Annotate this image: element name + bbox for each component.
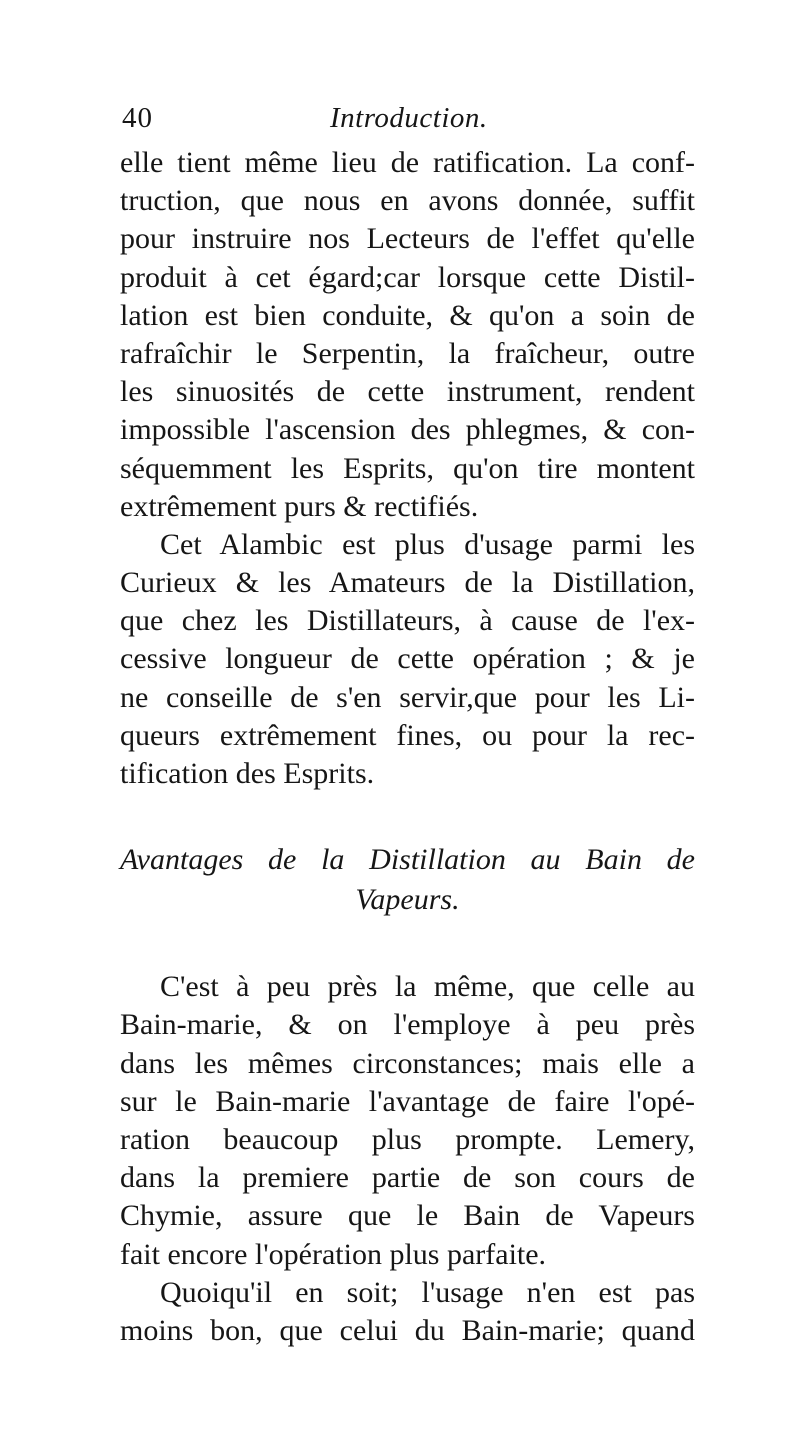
text-line: lation est bien conduite, & qu'on a soin de: [120, 298, 695, 332]
text-line: moins bon, que celui du Bain-marie; quand: [120, 1313, 695, 1347]
paragraph-vapeurs: [120, 968, 695, 1274]
text-line: Chymie, assure que le Bain de Vapeurs: [120, 1199, 695, 1233]
section-heading-line: Vapeurs.: [355, 883, 460, 917]
paragraph-continuation: [120, 144, 695, 526]
text-line: ne conseille de s'en servir,que pour les Li-: [120, 680, 695, 714]
text-line: queurs extrêmement fines, ou pour la rec-: [120, 718, 695, 752]
text-line: tification des Esprits.: [120, 757, 375, 790]
text-line: pour instruire nos Lecteurs de l'effet qu'elle: [120, 222, 695, 256]
text-line: les sinuosités de cette instrument, rendent: [120, 375, 695, 409]
paragraph-quoiqu: [120, 1274, 695, 1350]
text-line: impossible l'ascension des phlegmes, & con-: [120, 413, 695, 447]
text-line: elle tient même lieu de ratification. La conf-: [120, 146, 695, 179]
running-head: [120, 98, 695, 144]
text-line: dans les mêmes circonstances; mais elle a: [120, 1046, 695, 1080]
text-line: cessive longueur de cette opération ; & je: [120, 642, 695, 676]
text-line: produit à cet égard;car lorsque cette Distil-: [120, 260, 695, 294]
text-line: fait encore l'opération plus parfaite.: [120, 1237, 547, 1271]
page-number: 40: [122, 102, 153, 134]
text-line: Quoiqu'il en soit; l'usage n'en est pas: [160, 1275, 695, 1309]
section-heading-line: Avantages de la Distillation au Bain de: [120, 843, 695, 877]
text-line: que chez les Distillateurs, à cause de l'ex-: [120, 604, 695, 638]
text-line: dans la premiere partie de son cours de: [120, 1161, 695, 1195]
section-heading: [120, 840, 695, 920]
book-page: [120, 98, 695, 1350]
text-line: séquemment les Esprits, qu'on tire montent: [120, 451, 695, 485]
text-line: rafraîchir le Serpentin, la fraîcheur, outre: [120, 336, 695, 370]
text-line: Curieux & les Amateurs de la Distillation,: [120, 566, 695, 600]
paragraph-alambic: [120, 526, 695, 793]
text-line: extrêmement purs & rectifiés.: [120, 489, 479, 523]
text-line: sur le Bain-marie l'avantage de faire l'opé-: [120, 1084, 695, 1118]
text-line: Bain-marie, & on l'employe à peu près: [120, 1008, 695, 1042]
text-line: ration beaucoup plus prompte. Lemery,: [120, 1122, 695, 1156]
running-title: Introduction.: [330, 102, 488, 134]
text-line: truction, que nous en avons donnée, suffit: [120, 184, 695, 218]
text-line: C'est à peu près la même, que celle au: [160, 970, 695, 1004]
text-line: Cet Alambic est plus d'usage parmi les: [160, 527, 695, 561]
